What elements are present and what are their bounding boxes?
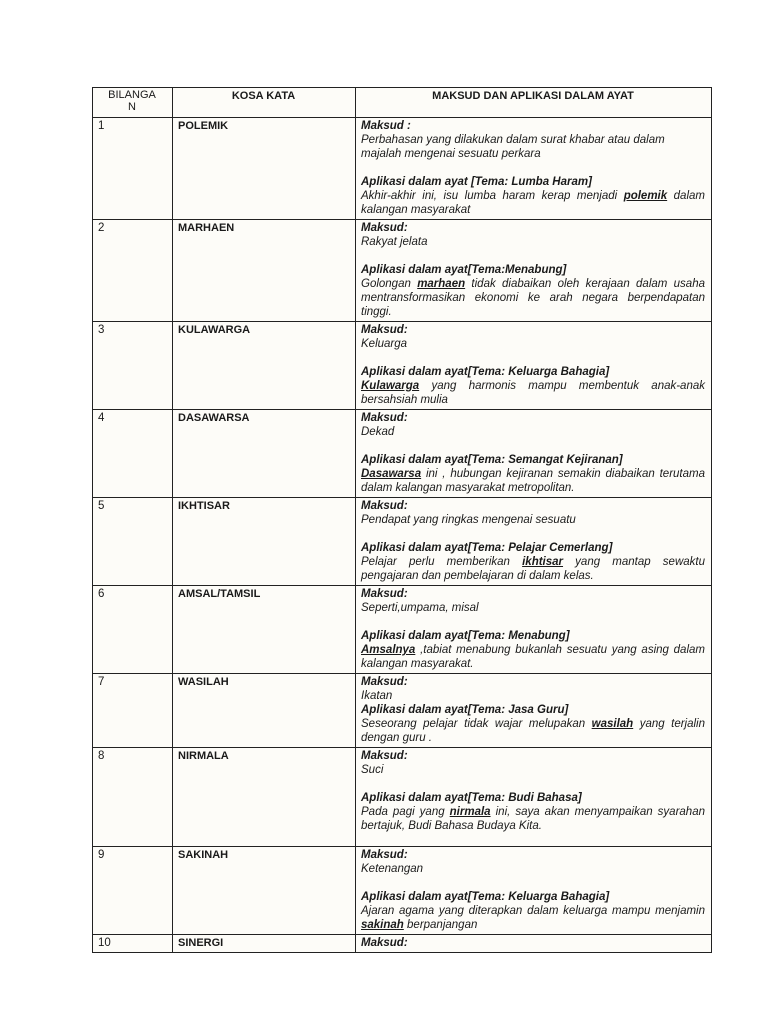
aplikasi-label: Aplikasi dalam ayat [Tema: Lumba Haram]	[361, 176, 592, 188]
aplikasi-label: Aplikasi dalam ayat[Tema: Keluarga Bahagia]	[361, 366, 610, 378]
row-word: SINERGI	[173, 935, 356, 953]
row-meaning-cell	[356, 410, 712, 498]
highlighted-word: polemik	[623, 190, 668, 202]
row-word: MARHAEN	[173, 220, 356, 322]
row-number: 6	[93, 586, 173, 674]
table-row	[93, 498, 712, 586]
table-row	[93, 586, 712, 674]
highlighted-word: Amsalnya	[361, 644, 416, 656]
header-bilangan	[93, 88, 173, 118]
table-row	[93, 674, 712, 748]
row-word: SAKINAH	[173, 847, 356, 935]
maksud-label: Maksud:	[361, 222, 408, 234]
example-text: Seseorang pelajar tidak wajar melupakan	[361, 718, 592, 730]
maksud-label: Maksud:	[361, 588, 408, 600]
header-bilangan-line2: N	[128, 101, 136, 113]
table-row	[93, 935, 712, 953]
aplikasi-label: Aplikasi dalam ayat[Tema: Menabung]	[361, 630, 570, 642]
highlighted-word: ikhtisar	[522, 556, 564, 568]
row-word: DASAWARSA	[173, 410, 356, 498]
row-number: 9	[93, 847, 173, 935]
header-bilangan-line1: BILANGA	[108, 89, 156, 101]
row-word: IKHTISAR	[173, 498, 356, 586]
row-number: 3	[93, 322, 173, 410]
example-text: Ajaran agama yang diterapkan dalam keluarga mampu menjamin	[361, 905, 705, 917]
maksud-label: Maksud :	[361, 120, 411, 132]
example-text: yang terjalin dengan guru .	[361, 718, 705, 744]
row-number: 1	[93, 118, 173, 220]
aplikasi-label: Aplikasi dalam ayat[Tema: Pelajar Cemerlang]	[361, 542, 613, 554]
table-row	[93, 118, 712, 220]
row-word: NIRMALA	[173, 748, 356, 847]
highlighted-word: Kulawarga	[361, 380, 420, 392]
example-text: yang mantap sewaktu pengajaran dan pembelajaran di dalam kelas.	[361, 556, 705, 582]
row-number: 10	[93, 935, 173, 953]
highlighted-word: wasilah	[591, 718, 634, 730]
definition: Seperti,umpama, misal	[361, 602, 479, 614]
example-sentence	[361, 805, 705, 833]
example-sentence	[361, 467, 705, 495]
row-meaning-cell	[356, 498, 712, 586]
vocabulary-table	[92, 87, 712, 953]
highlighted-word: marhaen	[417, 278, 466, 290]
row-word: AMSAL/TAMSIL	[173, 586, 356, 674]
maksud-label: Maksud:	[361, 324, 408, 336]
highlighted-word: Dasawarsa	[361, 468, 422, 480]
row-number: 2	[93, 220, 173, 322]
highlighted-word: nirmala	[449, 806, 491, 818]
example-text: Pada pagi yang	[361, 806, 450, 818]
definition: Dekad	[361, 426, 395, 438]
aplikasi-label: Aplikasi dalam ayat[Tema: Budi Bahasa]	[361, 792, 582, 804]
row-word: WASILAH	[173, 674, 356, 748]
row-word: KULAWARGA	[173, 322, 356, 410]
definition: Keluarga	[361, 338, 408, 350]
example-sentence	[361, 904, 705, 932]
example-sentence	[361, 717, 705, 745]
definition: Suci	[361, 764, 384, 776]
maksud-label: Maksud:	[361, 750, 408, 762]
maksud-label: Maksud:	[361, 676, 408, 688]
row-word: POLEMIK	[173, 118, 356, 220]
table-row	[93, 220, 712, 322]
aplikasi-label: Aplikasi dalam ayat[Tema: Semangat Kejiranan]	[361, 454, 623, 466]
example-sentence	[361, 379, 705, 407]
example-text: ini, saya akan menyampaikan syarahan bertajuk, Budi Bahasa Budaya Kita.	[361, 806, 705, 832]
example-text: yang harmonis mampu membentuk anak-anak bersahsiah mulia	[361, 380, 705, 406]
row-number: 8	[93, 748, 173, 847]
example-text: Akhir-akhir ini, isu lumba haram kerap menjadi	[361, 190, 624, 202]
example-text: berpanjangan	[403, 919, 478, 931]
highlighted-word: sakinah	[361, 919, 404, 931]
row-number: 5	[93, 498, 173, 586]
definition: Perbahasan yang dilakukan dalam surat khabar atau dalam majalah mengenai sesuatu perkara	[361, 134, 665, 160]
row-meaning-cell	[356, 118, 712, 220]
example-sentence	[361, 277, 705, 319]
table-row	[93, 410, 712, 498]
row-meaning-cell	[356, 935, 712, 953]
definition: Ikatan	[361, 690, 393, 702]
example-sentence	[361, 555, 705, 583]
example-text: Pelajar perlu memberikan	[361, 556, 523, 568]
table-row	[93, 847, 712, 935]
table-row	[93, 322, 712, 410]
example-sentence	[361, 643, 705, 671]
definition: Ketenangan	[361, 863, 424, 875]
row-meaning-cell	[356, 586, 712, 674]
row-number: 7	[93, 674, 173, 748]
example-text: Golongan	[361, 278, 418, 290]
definition: Pendapat yang ringkas mengenai sesuatu	[361, 514, 576, 526]
example-text: tidak diabaikan oleh kerajaan dalam usaha mentransformasikan ekonomi ke arah negara berpendapatan tinggi.	[361, 278, 705, 318]
maksud-label: Maksud:	[361, 412, 408, 424]
maksud-label: Maksud:	[361, 500, 408, 512]
aplikasi-label: Aplikasi dalam ayat[Tema: Jasa Guru]	[361, 704, 569, 716]
maksud-label: Maksud:	[361, 937, 408, 949]
example-text: ini , hubungan kejiranan semakin diabaikan terutama dalam kalangan masyarakat metropolitan.	[361, 468, 705, 494]
row-meaning-cell	[356, 847, 712, 935]
header-kosa-kata: KOSA KATA	[173, 88, 356, 118]
row-number: 4	[93, 410, 173, 498]
row-meaning-cell	[356, 322, 712, 410]
row-meaning-cell	[356, 748, 712, 847]
table-row	[93, 748, 712, 847]
definition: Rakyat jelata	[361, 236, 428, 248]
maksud-label: Maksud:	[361, 849, 408, 861]
example-text: dalam kalangan masyarakat	[361, 190, 705, 216]
row-meaning-cell	[356, 674, 712, 748]
header-maksud: MAKSUD DAN APLIKASI DALAM AYAT	[356, 88, 712, 118]
example-sentence	[361, 189, 705, 217]
aplikasi-label: Aplikasi dalam ayat[Tema:Menabung]	[361, 264, 567, 276]
aplikasi-label: Aplikasi dalam ayat[Tema: Keluarga Bahagia]	[361, 891, 610, 903]
header-row	[93, 88, 712, 118]
row-meaning-cell	[356, 220, 712, 322]
example-text: ,tabiat menabung bukanlah sesuatu yang asing dalam kalangan masyarakat.	[361, 644, 705, 670]
